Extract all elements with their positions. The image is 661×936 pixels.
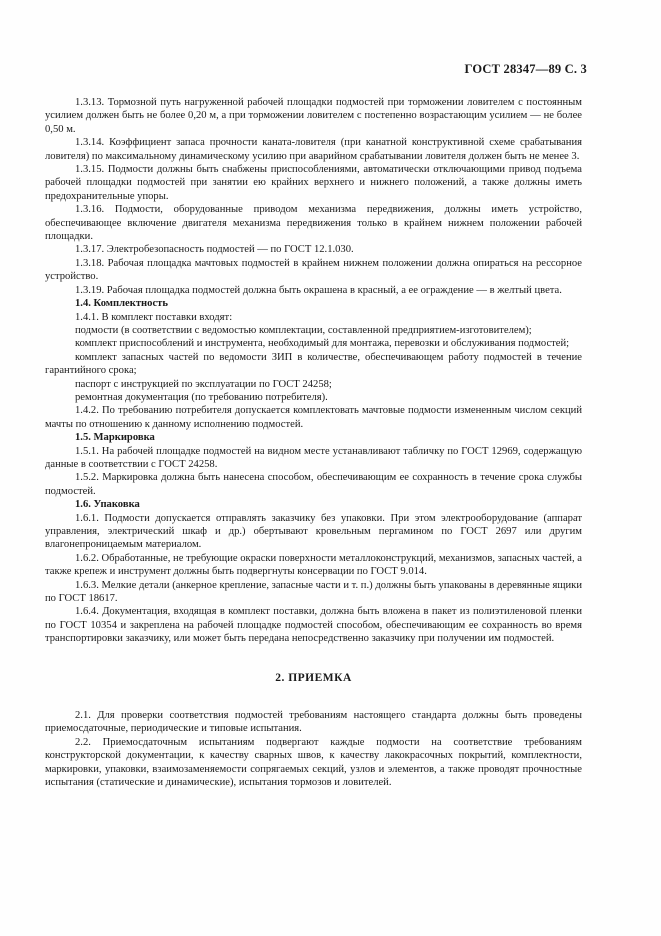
paragraph: 1.3.16. Подмости, оборудованные приводом механизма передвижения, должны иметь устройство, обеспечивающее включение двигателя механизма передвижения только в крайнем нижнем положении рабочей площадки. <box>45 204 582 243</box>
paragraph: 2.2. Приемосдаточным испытаниям подвергают каждые подмости на соответствие требованиям конструкторской документации, к качеству сварных швов, к качеству лакокрасочных покрытий, комплектности, маркировки, упаковки, взаимозаменяемости сопрягаемых секций, узлов и элементов, а также проводят прочностные испытания (статические и динамические), испытания тормозов и ловителей. <box>45 736 582 789</box>
paragraph: 1.5.1. На рабочей площадке подмостей на видном месте устанавливают табличку по ГОСТ 12969, содержащую данные в соответствии с ГОСТ 24258. <box>45 445 582 470</box>
paragraph: 1.6.3. Мелкие детали (анкерное крепление, запасные части и т. п.) должны быть упакованы в деревянные ящики по ГОСТ 18617. <box>45 579 582 605</box>
paragraph: комплект приспособлений и инструмента, необходимый для монтажа, перевозки и обслуживания подмостей; <box>75 338 570 350</box>
paragraph: 1.6.4. Документация, входящая в комплект поставки, должна быть вложена в пакет из полиэтиленовой пленки по ГОСТ 10354 и закреплена на рабочей площадке подмостей способом, обеспечивающим ее сохранность во время транспортировки заказчику, или может быть передана непосредственно заказчику при получении им подмостей. <box>45 606 582 645</box>
paragraph: ремонтная документация (по требованию потребителя). <box>75 391 328 403</box>
paragraph: 1.3.14. Коэффициент запаса прочности каната-ловителя (при канатной конструктивной схеме срабатывания ловителя) по максимальному динамическому усилию при аварийном срабатывании ловителя должен быть не менее 3. <box>45 137 582 162</box>
document-body <box>45 96 582 790</box>
paragraph: 1.4.2. По требованию потребителя допускается комплектовать мачтовые подмости измененным числом секций мачты по отношению к данному исполнению подмостей. <box>45 405 582 430</box>
paragraph: 1.3.17. Электробезопасность подмостей — по ГОСТ 12.1.030. <box>75 244 354 256</box>
paragraph: паспорт с инструкцией по эксплуатации по ГОСТ 24258; <box>75 378 332 390</box>
paragraph: подмости (в соответствии с ведомостью комплектации, составленной предприятием-изготовителем); <box>75 324 532 336</box>
paragraph: 1.6.2. Обработанные, не требующие окраски поверхности металлоконструкций, механизмов, запасных частей, а также крепеж и инструмент должны быть подвергнуты консервации по ГОСТ 9.014. <box>45 552 582 578</box>
paragraph: 1.6.1. Подмости допускается отправлять заказчику без упаковки. При этом электрооборудование (аппарат управления, электрический шкаф и др.) обертывают кровельным пергамином по ГОСТ 2697 или другим влагонепроницаемым материалом. <box>45 512 582 551</box>
subsection-heading: 1.4. Комплектность <box>75 298 168 310</box>
paragraph: комплект запасных частей по ведомости ЗИП в количестве, обеспечивающем работу подмостей в течение гарантийного срока; <box>45 351 582 377</box>
paragraph: 1.3.19. Рабочая площадка подмостей должна быть окрашена в красный, а ее ограждение — в желтый цвета. <box>75 284 562 296</box>
section-title: 2. ПРИЕМКА <box>275 671 352 684</box>
paragraph: 1.5.2. Маркировка должна быть нанесена способом, обеспечивающим ее сохранность в течение срока службы подмостей. <box>45 472 582 497</box>
paragraph: 1.3.13. Тормозной путь нагруженной рабочей площадки подмостей при торможении ловителем с постоянным усилием должен быть не более 0,20 м, а при торможении ловителем с постепенно возрастающим усилием — не более 0,50 м. <box>45 97 582 135</box>
subsection-heading: 1.5. Маркировка <box>75 432 155 444</box>
paragraph: 1.4.1. В комплект поставки входят: <box>75 311 233 323</box>
paragraph: 1.3.18. Рабочая площадка мачтовых подмостей в крайнем нижнем положении должна опираться на рессорное устройство. <box>45 257 582 283</box>
paragraph: 1.3.15. Подмости должны быть снабжены приспособлениями, автоматически отключающими привод подъема рабочей площадки подмостей при занятии ею крайних верхнего и нижнего положений, а также должны иметь предохранительные упоры. <box>45 164 582 202</box>
page-header: ГОСТ 28347—89 С. 3 <box>464 62 587 76</box>
subsection-heading: 1.6. Упаковка <box>75 499 140 511</box>
paragraph: 2.1. Для проверки соответствия подмостей требованиям настоящего стандарта должны быть проведены приемосдаточные, периодические и типовые испытания. <box>45 710 582 735</box>
